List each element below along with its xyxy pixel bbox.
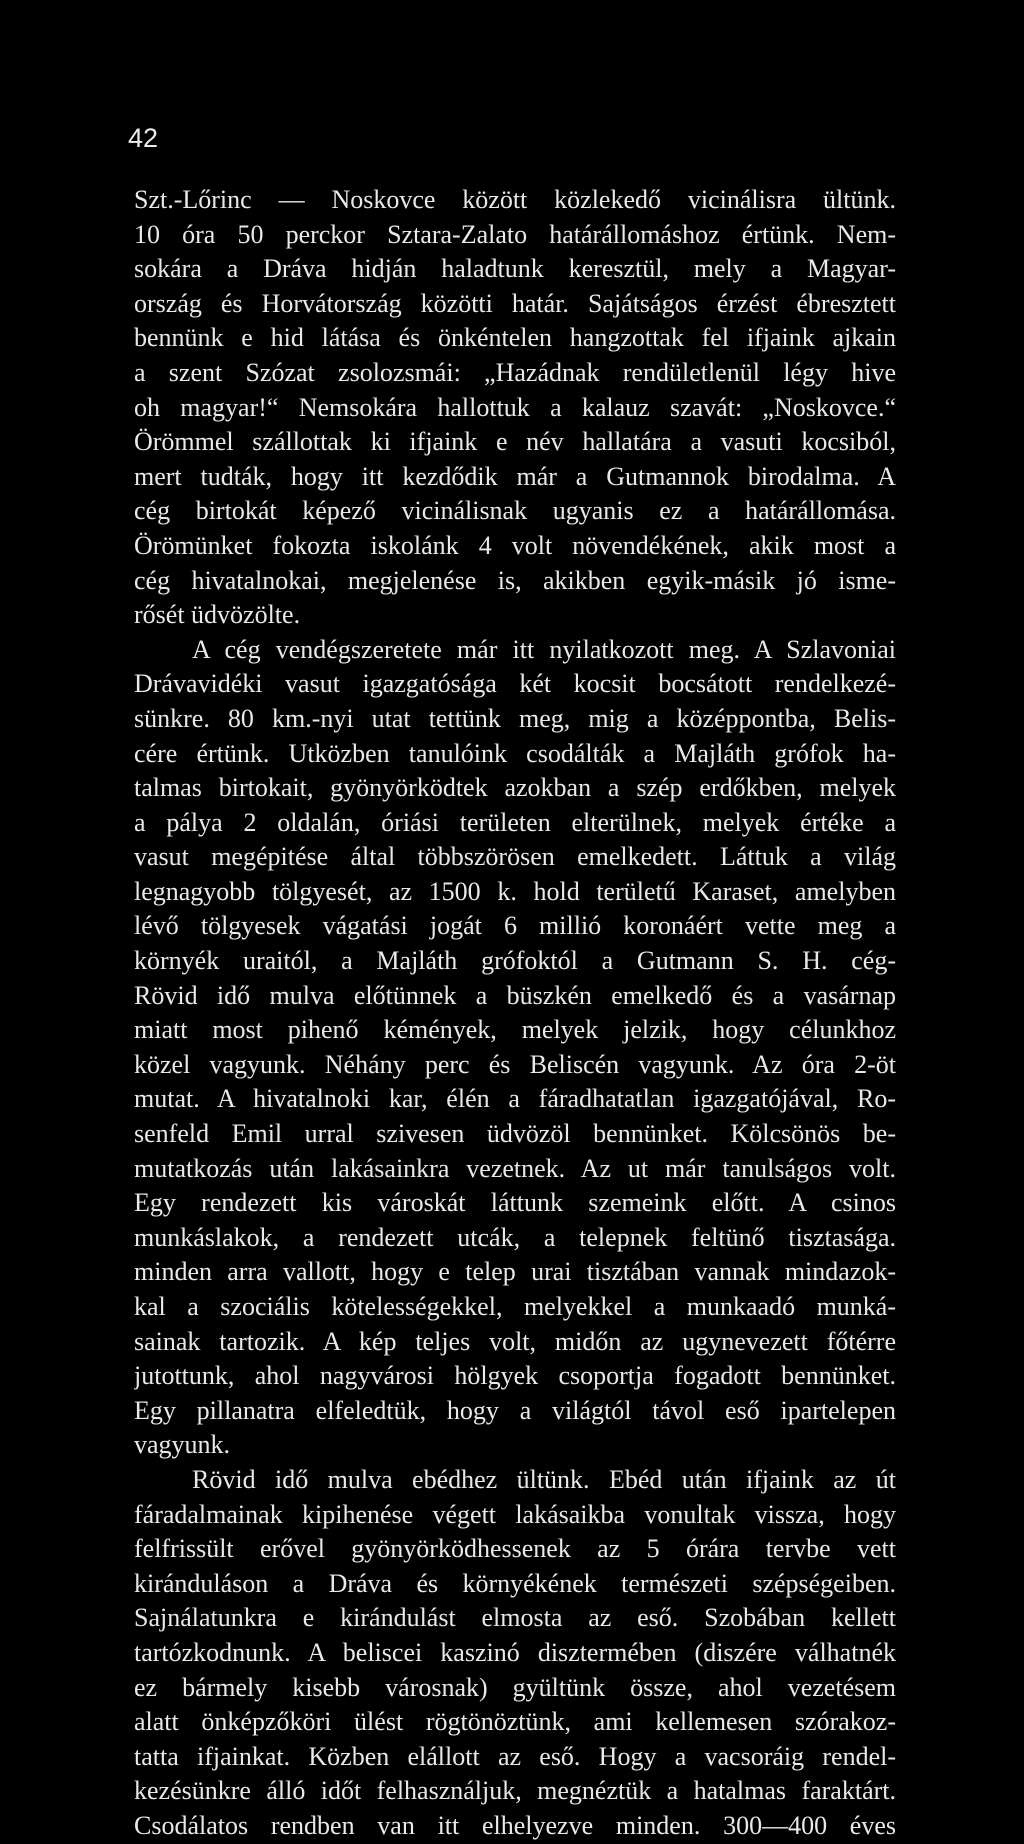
text-line: munkáslakok, a rendezett utcák, a telepnek feltünő tisztasága. [134, 1222, 896, 1252]
text-line: lévő tölgyesek vágatási jogát 6 millió koronáért vette meg a [134, 911, 896, 941]
text-line: kal a szociális kötelességekkel, melyekkel a munkaadó munká- [134, 1292, 896, 1321]
text-line: 10 óra 50 perckor Sztara-Zalato határállomáshoz értünk. Nem- [134, 219, 896, 249]
text-line: közel vagyunk. Néhány perc és Beliscén vagyunk. Az óra 2-öt [134, 1049, 896, 1079]
text-line: Sajnálatunkra e kirándulást elmosta az eső. Szobában kellett [134, 1603, 896, 1633]
text-line: kezésünkre álló időt felhasználjuk, megnéztük a hatalmas faraktárt. [134, 1776, 896, 1806]
text-line: a pálya 2 oldalán, óriási területen elterülnek, melyek értéke a [134, 807, 896, 837]
text-line: sünkre. 80 km.-nyi utat tettünk meg, mig a középpontba, Belis- [134, 703, 896, 733]
text-line: mutatkozás után lakásainkra vezetnek. Az ut már tanulságos volt. [134, 1153, 896, 1183]
text-line: legnagyobb tölgyesét, az 1500 k. hold területű Karaset, amelyben [134, 876, 896, 906]
text-line: Szt.-Lőrinc — Noskovce között közlekedő vicinálisra ültünk. [134, 185, 896, 214]
text-line: Egy pillanatra elfeledtük, hogy a világtól távol eső ipartelepen [134, 1395, 896, 1425]
text-line: cég hivatalnokai, megjelenése is, akikben egyik-másik jó isme- [134, 565, 896, 595]
text-line: kiránduláson a Dráva és környékének természeti szépségeiben. [134, 1568, 896, 1598]
text-line: Rövid idő mulva előtünnek a büszkén emelkedő és a vasárnap [134, 980, 896, 1010]
text-line: mert tudták, hogy itt kezdődik már a Gutmannok birodalma. A [134, 461, 896, 491]
text-line: fáradalmainak kipihenése végett lakásaikba vonultak vissza, hogy [134, 1499, 896, 1529]
text-line: sokára a Dráva hidján haladtunk keresztül, mely a Magyar- [134, 254, 896, 284]
text-line: cére értünk. Utközben tanulóink csodálták a Majláth grófok ha- [134, 738, 896, 768]
text-line: Drávavidéki vasut igazgatósága két kocsit bocsátott rendelkezé- [134, 669, 896, 699]
text-line: minden arra vallott, hogy e telep urai tisztában vannak mindazok- [134, 1257, 896, 1287]
text-line: A cég vendégszeretete már itt nyilatkozott meg. A Szlavoniai [192, 634, 896, 664]
text-line: vasut megépitése által többszörösen emelkedett. Láttuk a világ [134, 842, 896, 872]
text-line: tartózkodnunk. A beliscei kaszinó disztermében (diszére válhatnék [134, 1637, 896, 1667]
text-line: vagyunk. [134, 1430, 231, 1460]
text-line: cég birtokát képező vicinálisnak ugyanis ez a határállomása. [134, 496, 896, 526]
text-line: talmas birtokait, gyönyörködtek azokban a szép erdőkben, melyek [134, 773, 896, 803]
text-line: oh magyar!“ Nemsokára hallottuk a kalauz szavát: „Noskovce.“ [134, 392, 896, 422]
text-line: jutottunk, ahol nagyvárosi hölgyek csoportja fogadott bennünket. [134, 1361, 896, 1391]
text-line: a szent Szózat zsolozsmái: „Hazádnak rendületlenül légy hive [134, 357, 896, 387]
text-line: Csodálatos rendben van itt elhelyezve minden. 300—400 éves [134, 1810, 896, 1840]
text-line: környék uraitól, a Majláth grófoktól a Gutmann S. H. cég- [134, 946, 896, 976]
text-line: tatta ifjainkat. Közben elállott az eső. Hogy a vacsoráig rendel- [134, 1741, 896, 1771]
text-line: felfrissült erővel gyönyörködhessenek az 5 órára tervbe vett [134, 1534, 896, 1564]
text-line: Rövid idő mulva ebédhez ültünk. Ebéd után ifjaink az út [192, 1464, 896, 1494]
text-line: rősét üdvözölte. [134, 600, 301, 630]
text-line: alatt önképzőköri ülést rögtönöztünk, ami kellemesen szórakoz- [134, 1707, 896, 1737]
text-line: sainak tartozik. A kép teljes volt, midőn az ugynevezett főtérre [134, 1326, 896, 1356]
page-number: 42 [128, 123, 159, 153]
text-line: miatt most pihenő kémények, melyek jelzik, hogy célunkhoz [134, 1015, 896, 1045]
text-line: bennünk e hid látása és önkéntelen hangzottak fel ifjaink ajkain [134, 323, 896, 353]
text-line: Egy rendezett kis városkát láttunk szemeink előtt. A csinos [134, 1188, 896, 1218]
text-line: Örömmel szállottak ki ifjaink e név hallatára a vasuti kocsiból, [134, 427, 896, 457]
text-line: mutat. A hivatalnoki kar, élén a fáradhatatlan igazgatójával, Ro- [134, 1084, 896, 1114]
text-line: ez bármely kisebb városnak) gyültünk össze, ahol vezetésem [134, 1672, 896, 1702]
page-text [134, 183, 896, 1844]
text-line: senfeld Emil urral szivesen üdvözöl bennünket. Kölcsönös be- [134, 1119, 896, 1149]
text-line: ország és Horvátország közötti határ. Sajátságos érzést ébresztett [134, 288, 896, 318]
text-line: Örömünket fokozta iskolánk 4 volt növendékének, akik most a [134, 530, 896, 560]
